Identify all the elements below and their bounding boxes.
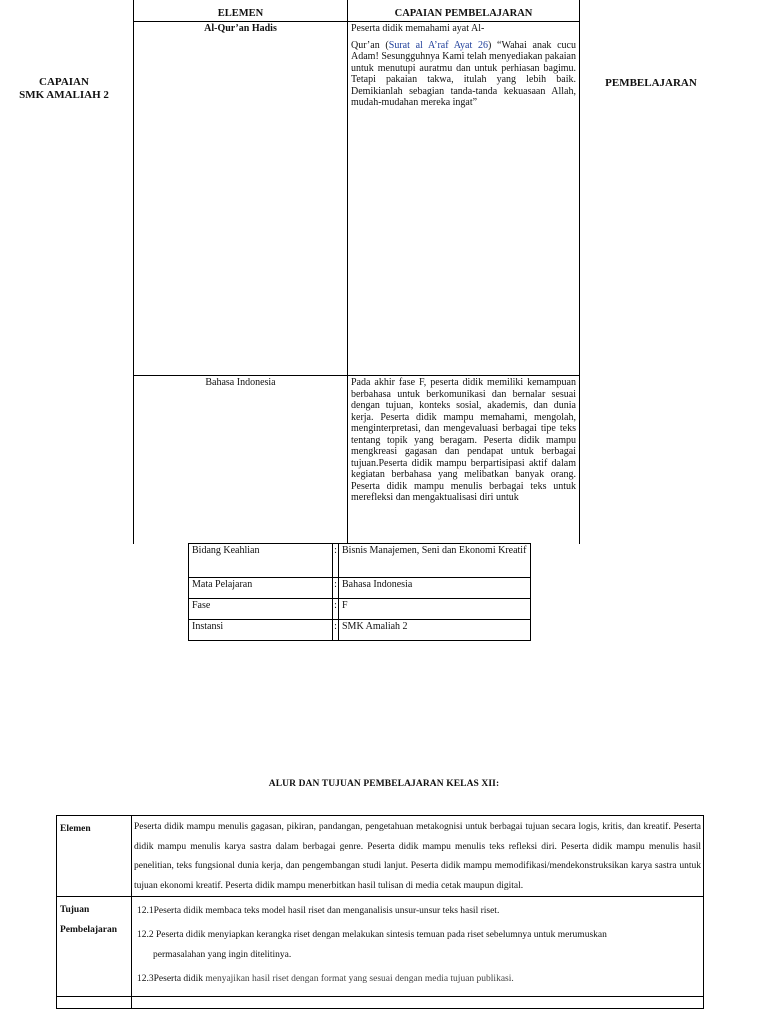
capaian-table [133,0,580,544]
capaian-intro: Peserta didik memahami ayat Al- [351,23,485,34]
row-label: Bidang Keahlian [189,544,333,578]
tujuan-label-line1: Tujuan [60,905,90,915]
alur-table [56,815,704,1009]
table-row [57,897,704,997]
row-label: Fase [189,599,333,620]
row-label: Mata Pelajaran [189,578,333,599]
header-elemen: ELEMEN [134,0,348,22]
row-separator: : [333,620,339,641]
row-label: Instansi [189,620,333,641]
capaian-table-wrapper [133,0,580,544]
tujuan-item-12-2: 12.2 Peserta didik menyiapkan kerangka riset dengan melakukan sintesis temuan pada riset sebelumnya untuk merumuskan [137,930,607,940]
tujuan-item-12-3-body: menyajikan hasil riset dengan format yang sesuai dengan media tujuan publikasi. [205,974,514,984]
capaian-cell: Pada akhir fase F, peserta didik memiliki kemampuan berbahasa untuk berkomunikasi dan bernalar sesuai dengan tujuan, konteks sosial, akademis, dan dunia kerja. Peserta didik mampu memahami, mengolah, menginterpretasi, dan mengevaluasi berbagai tipe teks tentang topik yang beragam. Peserta didik mampu mengkreasi gagasan dan pendapat untuk berbagai tujuan.Peserta didik mampu berpartisipasi aktif dalam kegiatan berbahasa yang melibatkan banyak orang. Peserta didik mampu menulis berbagai teks untuk merefleksi dan mengaktualisasi diri untuk [348,376,580,545]
table-row [134,22,580,376]
row-value: F [339,599,531,620]
surat-reference: Surat al A’raf Ayat 26 [388,39,488,51]
side-label-capaian-line1: CAPAIAN [39,76,89,88]
table-row [57,997,704,1009]
capaian-cell [348,22,580,376]
header-capaian: CAPAIAN PEMBELAJARAN [348,0,580,22]
capaian-text-pre: Qur’an ( [351,39,389,51]
row-separator: : [333,599,339,620]
side-label-capaian [0,76,128,102]
row-value: Bahasa Indonesia [339,578,531,599]
capaian-table-header [134,0,580,22]
table-row [134,376,580,545]
side-label-school: SMK AMALIAH 2 [19,89,109,101]
row-value: Bisnis Manajemen, Seni dan Ekonomi Kreatif [339,544,531,578]
table-row [189,578,531,599]
empty-cell [132,997,704,1009]
row-separator: : [333,578,339,599]
elemen-cell: Al-Qur’an Hadis [134,22,348,376]
table-row [189,544,531,578]
table-row [189,599,531,620]
side-label-pembelajaran: PEMBELAJARAN [605,77,697,89]
identity-table [188,543,531,641]
tujuan-item-12-3-prefix: 12.3Peserta didik [137,974,206,984]
capaian-text [351,40,576,109]
elemen-cell: Bahasa Indonesia [134,376,348,545]
row-separator: : [333,544,339,578]
elemen-label: Elemen [57,816,132,897]
tujuan-item-12-3 [134,972,701,986]
tujuan-item-12-1: 12.1Peserta didik membaca teks model hasil riset dan menganalisis unsur-unsur teks hasil riset. [137,906,500,916]
tujuan-label [57,897,132,997]
row-value: SMK Amaliah 2 [339,620,531,641]
elemen-description: Peserta didik mampu menulis gagasan, pikiran, pandangan, pengetahuan metakognisi untuk berbagai tujuan secara logis, kritis, dan kreatif. Peserta didik mampu menulis karya sastra dalam berbagai genre. Peserta didik mampu menulis teks refleksi diri. Peserta didik mampu menulis hasil penelitian, teks fungsional dunia kerja, dan pengembangan studi lanjut. Peserta didik mampu memodifikasi/mendekonstruksikan karya sastra untuk tujuan ekonomi kreatif. Peserta didik mampu menerbitkan hasil tulisan di media cetak maupun digital. [132,816,704,897]
capaian-text-body: ) “Wahai anak cucu Adam! Sesungguhnya Kami telah menyediakan pakaian untuk menutupi auratmu dan untuk perhiasan bagimu. Tetapi pakaian takwa, itulah yang lebih baik. Demikianlah sebagian tanda-tanda kekuasaan Allah, mudah-mudahan mereka ingat” [351,39,576,108]
table-row [189,620,531,641]
tujuan-label-line2: Pembelajaran [60,925,117,935]
table-row [57,816,704,897]
alur-title: ALUR DAN TUJUAN PEMBELAJARAN KELAS XII: [268,779,500,789]
empty-cell [57,997,132,1009]
tujuan-item-12-2-cont: permasalahan yang ingin ditelitinya. [153,950,292,960]
tujuan-list [132,897,704,997]
